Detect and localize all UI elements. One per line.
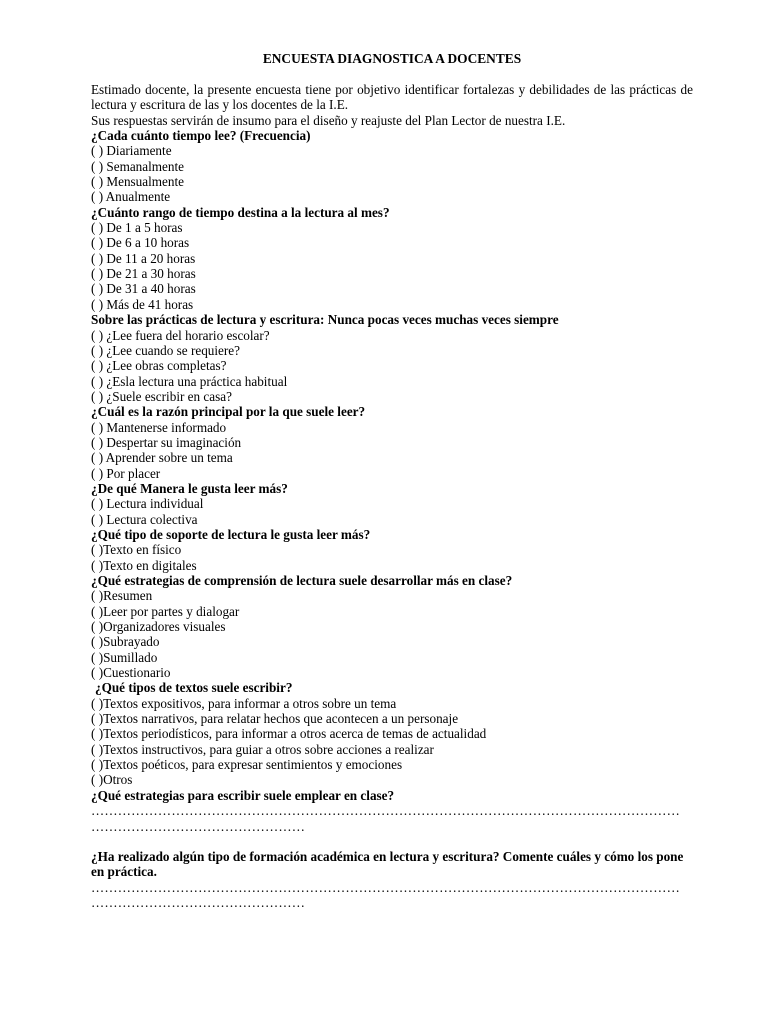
option-item: ( )Sumillado: [91, 649, 158, 665]
question-reading-manner: ¿De qué Manera le gusta leer más?: [91, 480, 288, 496]
intro-line: Sus respuestas servirán de insumo para el diseño y reajuste del Plan Lector de nuestra I.E.: [91, 112, 566, 128]
options-reading-support: [91, 542, 693, 573]
option-item: ( ) Por placer: [91, 465, 161, 481]
options-comprehension-strategies: [91, 588, 693, 680]
question-reading-reason: ¿Cuál es la razón principal por la que suele leer?: [91, 404, 366, 420]
question-academic-training: ¿Ha realizado algún tipo de formación académica en lectura y escritura? Comente cuáles y cómo los pone en práctica.: [91, 848, 684, 880]
answer-line[interactable]: ……………………………………………………………………………………………………………………: [91, 879, 681, 895]
answer-line[interactable]: …………………………………………: [91, 818, 306, 834]
option-item: ( ) Aprender sobre un tema: [91, 450, 233, 466]
option-item: ( )Cuestionario: [91, 665, 171, 681]
question-comprehension-strategies: ¿Qué estrategias de comprensión de lectura suele desarrollar más en clase?: [91, 573, 513, 588]
option-item: ( ) Mensualmente: [91, 174, 185, 190]
options-reading-reason: [91, 420, 693, 481]
option-item: ( ) ¿Lee cuando se requiere?: [91, 342, 240, 358]
option-item: ( ) ¿Lee fuera del horario escolar?: [91, 327, 270, 343]
option-item: ( )Textos narrativos, para relatar hechos que acontecen a un personaje: [91, 711, 459, 727]
answer-line[interactable]: ……………………………………………………………………………………………………………………: [91, 803, 681, 819]
option-item: ( ) De 6 a 10 horas: [91, 235, 190, 251]
option-item: ( ) De 21 a 30 horas: [91, 266, 196, 282]
option-item: ( ) De 1 a 5 horas: [91, 220, 183, 236]
option-item: ( ) ¿Esla lectura una práctica habitual: [91, 373, 288, 389]
option-item: ( ) Diariamente: [91, 143, 172, 159]
option-item: ( ) ¿Suele escribir en casa?: [91, 388, 232, 404]
options-text-types: [91, 696, 693, 788]
option-item: ( )Otros: [91, 772, 133, 788]
options-time-range: [91, 220, 693, 312]
option-item: ( )Textos poéticos, para expresar sentimientos y emociones: [91, 757, 403, 773]
option-item: ( ) Lectura colectiva: [91, 511, 198, 527]
option-item: ( )Leer por partes y dialogar: [91, 603, 240, 619]
question-time-range: ¿Cuánto rango de tiempo destina a la lectura al mes?: [91, 204, 390, 220]
option-item: ( ) Semanalmente: [91, 158, 185, 174]
option-item: ( )Texto en físico: [91, 542, 182, 558]
option-item: ( ) De 11 a 20 horas: [91, 250, 196, 266]
option-item: ( )Texto en digitales: [91, 557, 197, 573]
option-item: ( ) Lectura individual: [91, 496, 204, 512]
options-frequency: [91, 143, 693, 204]
spacer: [91, 834, 693, 849]
question-writing-strategies: ¿Qué estrategias para escribir suele emplear en clase?: [91, 787, 395, 803]
question-reading-support: ¿Qué tipo de soporte de lectura le gusta leer más?: [91, 526, 371, 542]
option-item: ( )Textos periodísticos, para informar a otros acerca de temas de actualidad: [91, 726, 487, 742]
option-item: ( ) Más de 41 horas: [91, 296, 194, 312]
question-practices: Sobre las prácticas de lectura y escritura: Nunca pocas veces muchas veces siempre: [91, 312, 559, 328]
question-frequency: ¿Cada cuánto tiempo lee? (Frecuencia): [91, 128, 311, 144]
options-practices: [91, 328, 693, 405]
option-item: ( )Subrayado: [91, 634, 160, 650]
option-item: ( ) De 31 a 40 horas: [91, 281, 196, 297]
answer-line[interactable]: …………………………………………: [91, 894, 306, 910]
option-item: ( ) Despertar su imaginación: [91, 434, 242, 450]
option-item: ( )Organizadores visuales: [91, 619, 226, 635]
option-item: ( ) Anualmente: [91, 189, 171, 205]
option-item: ( )Textos instructivos, para guiar a otros sobre acciones a realizar: [91, 741, 434, 757]
option-item: ( )Textos expositivos, para informar a otros sobre un tema: [91, 695, 397, 711]
option-item: ( ) ¿Lee obras completas?: [91, 358, 227, 374]
option-item: ( )Resumen: [91, 588, 153, 604]
option-item: ( ) Mantenerse informado: [91, 419, 227, 435]
intro-paragraph: Estimado docente, la presente encuesta tiene por objetivo identificar fortalezas y debilidades de las prácticas de lectura y escritura de las y los docentes de la I.E.: [91, 82, 693, 113]
document-title: ENCUESTA DIAGNOSTICA A DOCENTES: [262, 51, 522, 66]
survey-document: [91, 51, 693, 910]
options-reading-manner: [91, 496, 693, 527]
question-text-types: ¿Qué tipos de textos suele escribir?: [95, 680, 293, 696]
